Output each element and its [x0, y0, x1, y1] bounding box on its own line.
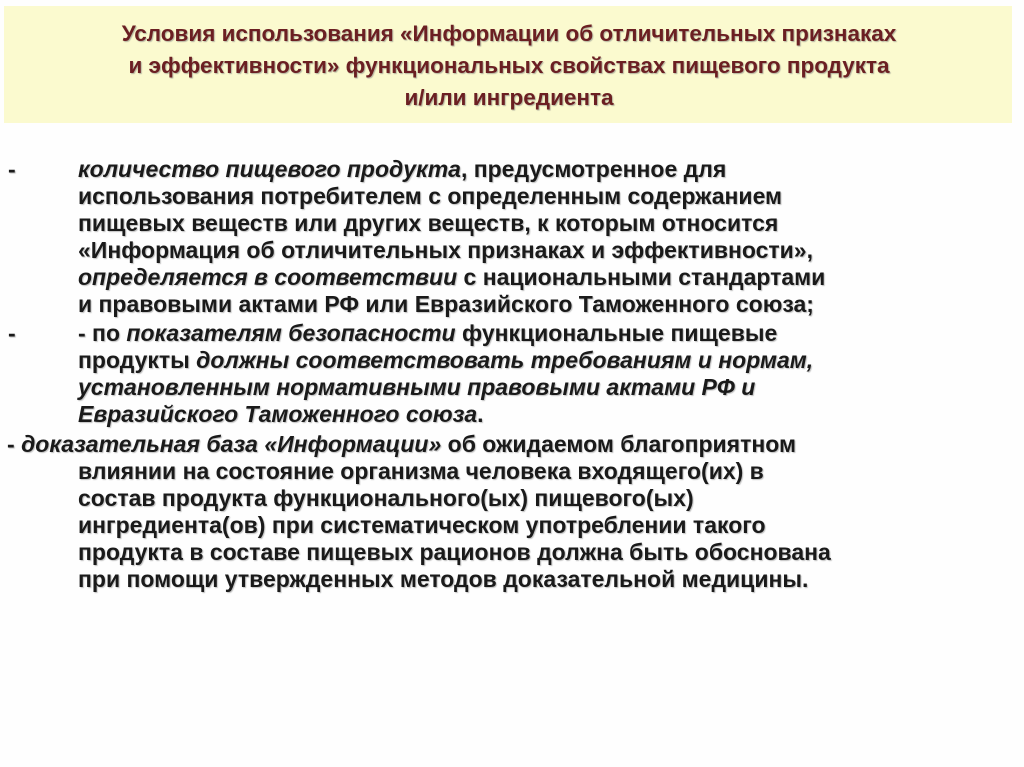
slide-title: [14, 18, 1004, 114]
bullet-dash: -: [8, 320, 16, 346]
list-item-evidence: [0, 431, 1024, 593]
text-line: состав продукта функционального(ых) пищевого(ых): [78, 485, 694, 511]
text-run: функциональные пищевые: [455, 320, 778, 346]
text-run: продукты: [78, 347, 197, 373]
emphasis: определяется в соответствии: [78, 264, 458, 290]
text-run: об ожидаемом благоприятном: [441, 431, 797, 457]
text-line: [78, 264, 1008, 291]
text-line: установленным нормативными правовыми актами РФ и: [78, 374, 756, 400]
text-run: , предусмотренное для: [460, 156, 727, 182]
text-run: - по: [78, 320, 127, 346]
text-line: ингредиента(ов) при систематическом употреблении такого: [78, 512, 766, 538]
emphasis: Евразийского Таможенного союза: [78, 401, 478, 427]
text-run: .: [477, 401, 484, 427]
text-run: -: [7, 431, 22, 457]
text-line: [7, 431, 1008, 458]
text-line: использования потребителем с определенным содержанием: [78, 183, 783, 209]
list-item-quantity: [0, 156, 1024, 318]
list-item-text: [78, 320, 1008, 428]
title-line: и эффективности» функциональных свойствах пищевого продукта: [128, 53, 890, 78]
text-line: [78, 156, 1008, 183]
text-line: [78, 401, 1008, 428]
list-item-safety: [0, 320, 1024, 428]
emphasis: доказательная база «Информации»: [21, 431, 442, 457]
text-line: [78, 320, 1008, 347]
list-item-text: [78, 156, 1008, 318]
emphasis: показателям безопасности: [126, 320, 456, 346]
emphasis: должны соответствовать требованиям и нормам,: [196, 347, 814, 373]
text-line: продукта в составе пищевых рационов должна быть обоснована: [78, 539, 831, 565]
list-item-text: [7, 431, 1008, 593]
text-line: при помощи утвержденных методов доказательной медицины.: [78, 566, 809, 592]
text-run: с национальными стандартами: [457, 264, 826, 290]
text-line: пищевых веществ или других веществ, к которым относится: [78, 210, 779, 236]
text-line: влиянии на состояние организма человека входящего(их) в: [78, 458, 764, 484]
text-line: [78, 347, 1008, 374]
title-box: [4, 6, 1012, 123]
text-line: «Информация об отличительных признаках и эффективности»,: [78, 237, 813, 263]
slide-body: [0, 156, 1024, 593]
text-line: и правовыми актами РФ или Евразийского Таможенного союза;: [78, 291, 814, 317]
title-line: Условия использования «Информации об отличительных признаках: [121, 21, 897, 46]
emphasis: количество пищевого продукта: [78, 156, 461, 182]
bullet-dash: -: [8, 156, 16, 182]
title-line: и/или ингредиента: [404, 85, 614, 110]
